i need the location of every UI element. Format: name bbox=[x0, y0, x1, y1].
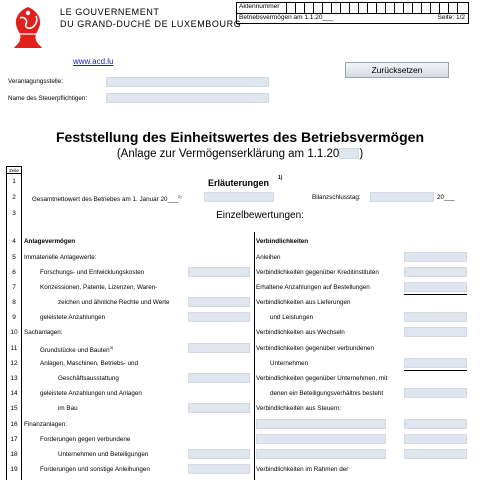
left-item-label: Finanzanlagen: bbox=[24, 421, 68, 428]
sonstige-anleihungen-field[interactable] bbox=[188, 464, 250, 474]
aktennummer-digit[interactable] bbox=[304, 3, 312, 13]
left-item-label: Forschungs- und Entwicklungskosten bbox=[40, 269, 145, 276]
gesamtnettowert-field[interactable] bbox=[204, 192, 274, 202]
name-label: Name des Steuerpflichtigen: bbox=[8, 95, 88, 102]
aktennummer-box bbox=[236, 2, 469, 24]
left-item-label: geleistete Anzahlungen und Anlagen bbox=[40, 390, 142, 397]
lieferungen-field[interactable] bbox=[404, 312, 467, 322]
right-item-label: Unternehmen bbox=[270, 360, 309, 367]
form-title: Feststellung des Einheitswertes des Betriebsvermögen bbox=[55, 129, 424, 145]
erlaeuterungen-heading: Erläuterungen bbox=[208, 178, 270, 188]
aktennummer-digit[interactable] bbox=[295, 3, 303, 13]
row-number: 4 bbox=[12, 238, 16, 245]
steuern-detail-field-1[interactable] bbox=[256, 419, 386, 429]
verbindlichkeiten-heading: Verbindlichkeiten bbox=[256, 238, 309, 245]
gesamtnettowert-footnote: 2) bbox=[177, 194, 182, 199]
aktennummer-digit[interactable] bbox=[439, 3, 447, 13]
zeile-header: Zeile bbox=[6, 166, 22, 174]
aktennummer-digit[interactable] bbox=[448, 3, 456, 13]
steuern-field-1[interactable] bbox=[404, 419, 467, 429]
form-subtitle bbox=[0, 148, 480, 160]
grundstuecke-field[interactable] bbox=[188, 343, 250, 353]
forschung-field[interactable] bbox=[188, 267, 250, 277]
anleihen-field[interactable] bbox=[404, 252, 467, 262]
steuern-detail-field-3[interactable] bbox=[256, 449, 386, 459]
right-item-label: Verbindlichkeiten aus Steuern: bbox=[256, 405, 342, 412]
left-item-label: Immaterielle Anlagewerte: bbox=[24, 254, 97, 261]
left-item-label: Sachanlagen: bbox=[24, 329, 63, 336]
aktennummer-digit[interactable] bbox=[403, 3, 411, 13]
aktennummer-digit[interactable] bbox=[286, 3, 294, 13]
verbundene-unternehmen-field[interactable] bbox=[404, 358, 467, 368]
aktennummer-digit[interactable] bbox=[412, 3, 420, 13]
underline bbox=[404, 294, 467, 295]
right-item-label: Verbindlichkeiten aus Lieferungen bbox=[256, 299, 351, 306]
government-name-line2: DU GRAND-DUCHÉ DE LUXEMBOURG bbox=[60, 19, 242, 29]
aktennummer-digit[interactable] bbox=[367, 3, 375, 13]
bilanzschlusstag-label: Bilanzschlusstag: bbox=[312, 194, 361, 201]
gesamtnettowert-label bbox=[32, 194, 182, 203]
aktennummer-digit[interactable] bbox=[313, 3, 321, 13]
row-number: 6 bbox=[12, 269, 16, 276]
row-number: 3 bbox=[12, 210, 16, 217]
forderungen-verbundene-field[interactable] bbox=[188, 449, 250, 459]
row-number: 9 bbox=[12, 314, 16, 321]
name-field[interactable] bbox=[106, 93, 269, 103]
row-number: 8 bbox=[12, 299, 16, 306]
aktennummer-digit[interactable] bbox=[385, 3, 393, 13]
right-item-label: Verbindlichkeiten aus Wechseln bbox=[256, 329, 345, 336]
right-item-label: Verbindlichkeiten gegenüber Unternehmen, mit bbox=[256, 375, 388, 382]
left-item-label: Geschäftsausstattung bbox=[58, 375, 119, 382]
grundstuecke-text: Grundstücke und Bauten bbox=[40, 347, 110, 355]
subtitle-suffix: ) bbox=[359, 148, 364, 160]
reset-button[interactable]: Zurücksetzen bbox=[345, 62, 449, 78]
year-field[interactable] bbox=[339, 148, 359, 159]
konzessionen-field[interactable] bbox=[188, 297, 250, 307]
aktennummer-digit[interactable] bbox=[322, 3, 330, 13]
right-item-label: denen ein Beteiligungsverhältnis besteht bbox=[270, 390, 384, 397]
erlaeuterungen-footnote: 1) bbox=[278, 175, 283, 181]
aktennummer-digit[interactable] bbox=[376, 3, 384, 13]
erhaltene-anzahlungen-field[interactable] bbox=[404, 282, 467, 292]
left-item-label: geleistete Anzahlungen bbox=[40, 314, 106, 321]
left-item-label: im Bau bbox=[58, 405, 78, 412]
right-item-label: Erhaltene Anzahlungen auf Bestellungen bbox=[256, 284, 370, 291]
vermoegen-date-label: Betriebsvermögen am 1.1.20___ bbox=[239, 14, 334, 21]
aktennummer-digit[interactable] bbox=[394, 3, 402, 13]
left-item-label: Forderungen gegen verbundene bbox=[40, 436, 131, 443]
aktennummer-digit[interactable] bbox=[421, 3, 429, 13]
right-item-label: Verbindlichkeiten gegenüber Kreditinstituten bbox=[256, 269, 379, 276]
wechsel-field[interactable] bbox=[404, 327, 467, 337]
row-number: 17 bbox=[10, 436, 18, 443]
grundstuecke-footnote: 3) bbox=[109, 345, 114, 350]
aktennummer-digit[interactable] bbox=[349, 3, 357, 13]
left-item-label bbox=[40, 345, 113, 354]
aktennummer-label: Aktennummer bbox=[239, 3, 280, 10]
row-number: 12 bbox=[10, 360, 18, 367]
anlagevermoegen-heading: Anlagevermögen bbox=[24, 238, 76, 245]
gesamtnettowert-text: Gesamtnettowert des Betriebes am 1. Januar 20___ bbox=[32, 196, 178, 204]
steuern-detail-field-2[interactable] bbox=[256, 434, 386, 444]
right-item-label: und Leistungen bbox=[270, 314, 314, 321]
row-number: 19 bbox=[10, 466, 18, 473]
row-number: 2 bbox=[12, 194, 16, 201]
bilanzschlusstag-year: 20___ bbox=[437, 194, 455, 201]
row-number: 5 bbox=[12, 254, 16, 261]
luxembourg-crest-logo bbox=[6, 4, 50, 50]
einzelbewertungen-heading: Einzelbewertungen: bbox=[216, 210, 304, 221]
right-item-label: Verbindlichkeiten gegenüber verbundenen bbox=[256, 345, 374, 352]
row-number: 14 bbox=[10, 390, 18, 397]
left-item-label: zeichen und ähnliche Rechte und Werte bbox=[58, 299, 170, 306]
left-item-label: Anlagen, Maschinen, Betriebs- und bbox=[40, 360, 139, 367]
column-separator bbox=[254, 232, 255, 480]
aktennummer-digit[interactable] bbox=[340, 3, 348, 13]
aktennummer-digit[interactable] bbox=[457, 3, 465, 13]
subtitle-prefix: (Anlage zur Vermögenserklärung am 1.1.20 bbox=[116, 148, 340, 160]
underline bbox=[404, 370, 467, 371]
veranlagungsstelle-label: Veranlagungsstelle: bbox=[8, 78, 63, 85]
acd-website-link[interactable]: www.acd.lu bbox=[73, 57, 114, 66]
aktennummer-digit[interactable] bbox=[331, 3, 339, 13]
steuern-field-2[interactable] bbox=[404, 434, 467, 444]
beteiligungsverhaeltnis-field[interactable] bbox=[404, 388, 467, 398]
anlagen-im-bau-field[interactable] bbox=[188, 403, 250, 413]
row-number: 16 bbox=[10, 421, 18, 428]
row-number: 7 bbox=[12, 284, 16, 291]
right-item-label: Anleihen bbox=[256, 254, 281, 261]
row-number: 18 bbox=[10, 451, 18, 458]
anlagen-maschinen-field[interactable] bbox=[188, 373, 250, 383]
right-item-label: Verbindlichkeiten im Rahmen der bbox=[256, 466, 349, 473]
government-name-line1: LE GOUVERNEMENT bbox=[60, 7, 160, 17]
veranlagungsstelle-field[interactable] bbox=[106, 77, 269, 87]
anzahlungen-immateriell-field[interactable] bbox=[188, 312, 250, 322]
left-item-label: Konzessionen, Patente, Lizenzen, Waren- bbox=[40, 284, 158, 291]
steuern-field-3[interactable] bbox=[404, 449, 467, 459]
row-number: 1 bbox=[12, 178, 16, 185]
aktennummer-digit[interactable] bbox=[358, 3, 366, 13]
row-number: 11 bbox=[10, 345, 18, 352]
left-item-label: Unternehmen und Beteiligungen bbox=[58, 451, 149, 458]
kreditinstitute-field[interactable] bbox=[404, 267, 467, 277]
row-number: 10 bbox=[10, 329, 18, 336]
bilanzschlusstag-field[interactable] bbox=[370, 192, 434, 202]
row-number: 13 bbox=[10, 375, 18, 382]
page-indicator: Seite: 1/2 bbox=[437, 14, 465, 21]
left-item-label: Forderungen und sonstige Anleihungen bbox=[40, 466, 150, 473]
row-number: 15 bbox=[10, 405, 18, 412]
aktennummer-digit[interactable] bbox=[430, 3, 438, 13]
